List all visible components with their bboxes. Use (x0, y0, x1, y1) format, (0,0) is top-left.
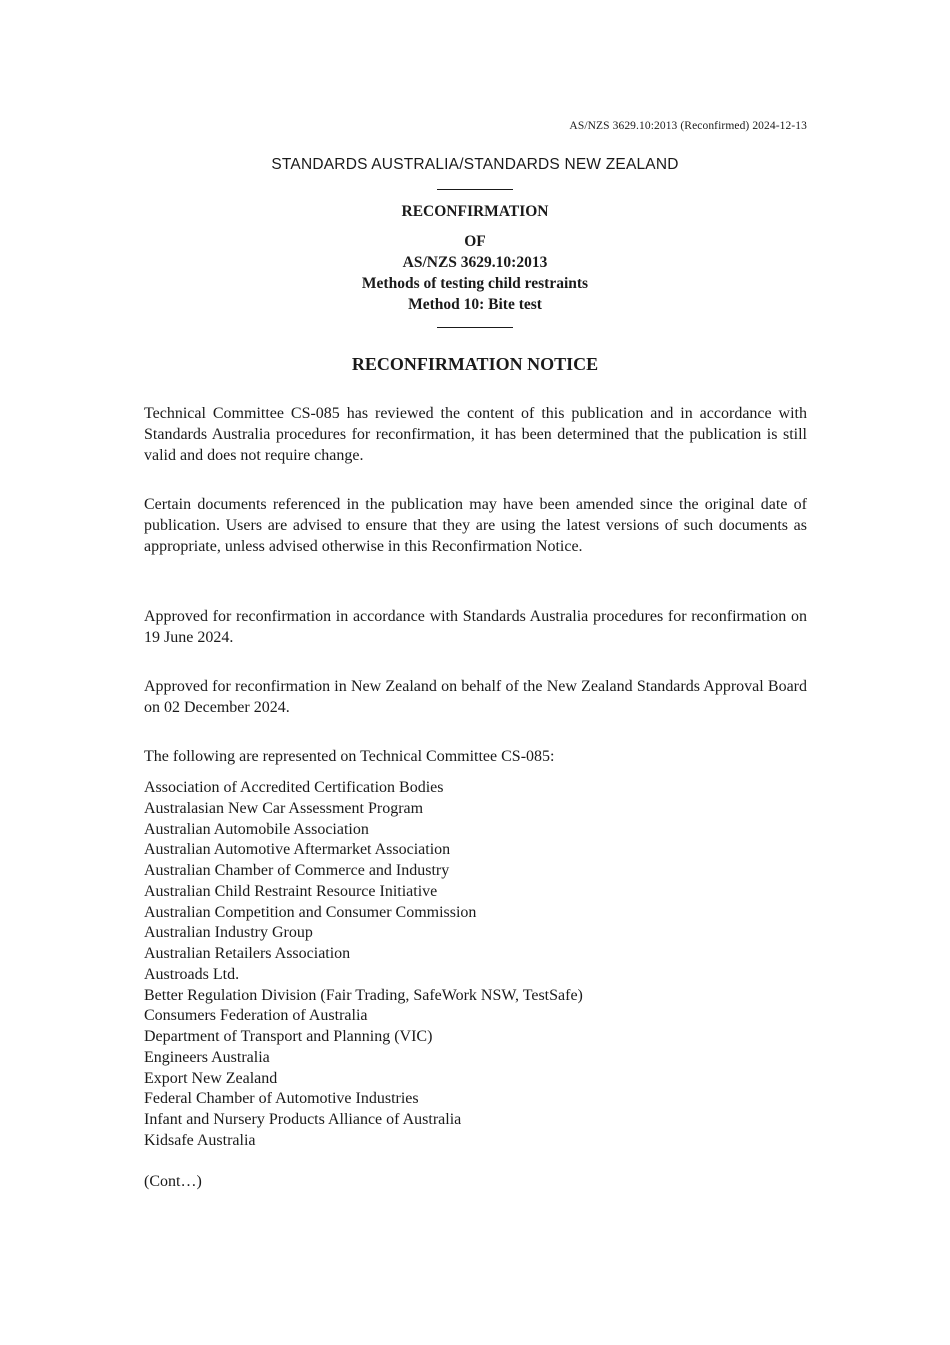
list-item: Kidsafe Australia (144, 1131, 256, 1149)
title-reconfirmation: RECONFIRMATION (401, 203, 549, 220)
paragraph-approval-australia: Approved for reconfirmation in accordance with Standards Australia procedures for reconfirmation on 19 June 2024. (144, 608, 807, 646)
paragraph-review: Technical Committee CS-085 has reviewed the content of this publication and in accordance with Standards Australia procedures for reconfirmation, it has been determined that the publication is still valid and does not require change. (144, 405, 807, 464)
list-item: Association of Accredited Certification Bodies (144, 779, 444, 796)
list-item: Engineers Australia (144, 1048, 270, 1066)
notice-heading: RECONFIRMATION NOTICE (351, 354, 599, 374)
committee-members-list (144, 778, 807, 1152)
list-item: Australian Automotive Aftermarket Association (144, 841, 451, 859)
list-item: Better Regulation Division (Fair Trading, SafeWork NSW, TestSafe) (144, 986, 583, 1004)
divider-bottom (437, 327, 513, 328)
list-item: Australian Child Restraint Resource Initiative (144, 882, 438, 900)
list-item: Australasian New Car Assessment Program (144, 799, 424, 817)
list-item: Australian Chamber of Commerce and Industry (144, 862, 450, 879)
title-standard-number: AS/NZS 3629.10:2013 (402, 254, 548, 271)
list-item: Consumers Federation of Australia (144, 1007, 368, 1025)
members-intro: The following are represented on Technical Committee CS-085: (144, 748, 555, 765)
paragraph-approval-new-zealand: Approved for reconfirmation in New Zealand on behalf of the New Zealand Standards Approval Board on 02 December 2024. (144, 678, 807, 716)
list-item: Austroads Ltd. (144, 965, 240, 983)
list-item: Federal Chamber of Automotive Industries (144, 1090, 419, 1108)
list-item: Australian Competition and Consumer Commission (144, 903, 477, 921)
title-method: Method 10: Bite test (408, 296, 542, 313)
title-standard-name: Methods of testing child restraints (361, 275, 589, 292)
list-item: Department of Transport and Planning (VIC) (144, 1028, 433, 1045)
list-item: Export New Zealand (144, 1069, 278, 1087)
title-of: OF (464, 233, 486, 250)
list-item: Australian Industry Group (144, 924, 313, 942)
continued-marker: (Cont…) (144, 1173, 202, 1190)
paragraph-references: Certain documents referenced in the publication may have been amended since the original date of publication. Users are advised to ensure that they are using the latest versions of such documents as appropriate, unless advised otherwise in this Reconfirmation Notice. (144, 496, 807, 555)
list-item: Australian Automobile Association (144, 820, 369, 838)
organisation-heading: STANDARDS AUSTRALIA/STANDARDS NEW ZEALAND (271, 156, 679, 173)
divider-top (437, 189, 513, 190)
list-item: Infant and Nursery Products Alliance of Australia (144, 1111, 462, 1128)
document-reference: AS/NZS 3629.10:2013 (Reconfirmed) 2024-12-13 (569, 120, 807, 132)
list-item: Australian Retailers Association (144, 945, 351, 962)
